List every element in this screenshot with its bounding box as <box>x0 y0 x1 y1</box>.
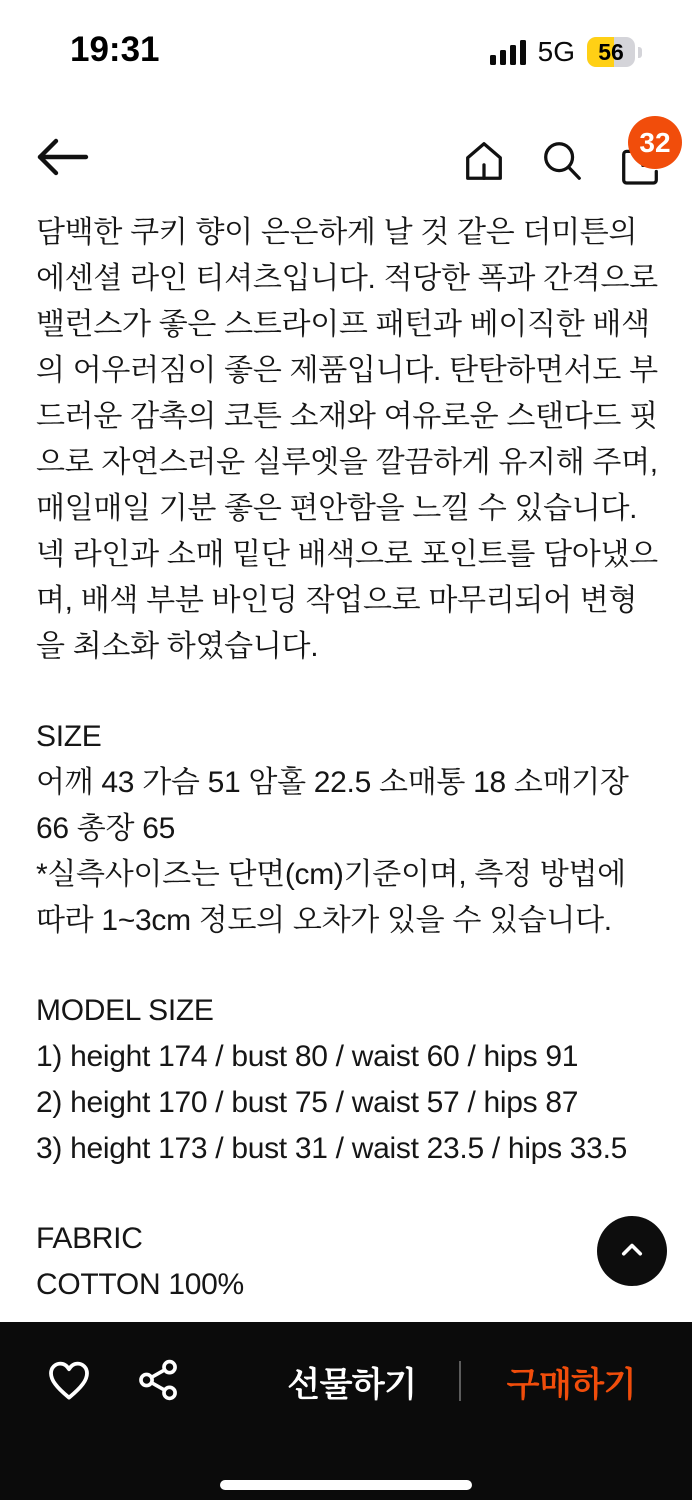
scroll-to-top-button[interactable] <box>597 1216 667 1286</box>
status-time: 19:31 <box>70 30 160 69</box>
gift-button[interactable]: 선물하기 <box>287 1357 416 1406</box>
product-detail-content <box>36 210 658 1398</box>
model-size-row: 2) height 170 / bust 75 / waist 57 / hips 87 <box>36 1086 579 1119</box>
fabric-composition: COTTON 100% <box>36 1268 244 1301</box>
size-section <box>36 714 658 944</box>
share-icon <box>136 1357 182 1406</box>
home-indicator <box>220 1480 472 1490</box>
cart-button[interactable] <box>616 126 671 188</box>
back-arrow-icon <box>32 133 92 184</box>
chevron-up-icon <box>614 1232 650 1271</box>
home-icon <box>461 138 507 187</box>
size-measurements: 어깨 43 가슴 51 암홀 22.5 소매통 18 소매기장 66 총장 65 <box>36 766 629 845</box>
model-size-section <box>36 988 658 1172</box>
fabric-section <box>36 1216 658 1308</box>
home-button[interactable] <box>460 136 508 188</box>
favorite-button[interactable] <box>44 1356 94 1406</box>
share-button[interactable] <box>134 1356 184 1406</box>
size-note: *실측사이즈는 단면(cm)기준이며, 측정 방법에 따라 1~3cm 정도의 오차가 있을 수 있습니다. <box>36 858 626 937</box>
buy-button[interactable]: 구매하기 <box>507 1357 636 1406</box>
search-button[interactable] <box>538 136 586 188</box>
nav-actions <box>460 126 671 188</box>
heart-icon <box>45 1356 93 1407</box>
status-indicators <box>490 36 642 68</box>
battery-icon <box>587 37 635 67</box>
size-section-title: SIZE <box>36 720 102 753</box>
status-bar <box>0 0 692 96</box>
nav-bar <box>0 110 692 202</box>
cart-badge: 32 <box>628 116 682 169</box>
product-description: 담백한 쿠키 향이 은은하게 날 것 같은 더미튼의 에센셜 라인 티셔츠입니다. 적당한 폭과 간격으로 밸런스가 좋은 스트라이프 패턴과 베이직한 배색의 어우러짐이 좋은 제품입니다. 탄탄하면서도 부드러운 감촉의 코튼 소재와 여유로운 스탠다드 핏으로 자연스러운 실루엣을 깔끔하게 유지해 주며, 매일매일 기분 좋은 편안함을 느낄 수 있습니다. 넥 라인과 소매 밑단 배색으로 포인트를 담아냈으며, 배색 부분 바인딩 작업으로 마무리되어 변형을 최소화 하였습니다. <box>36 216 658 663</box>
model-size-row: 3) height 173 / bust 31 / waist 23.5 / hips 33.5 <box>36 1132 627 1165</box>
network-type-label: 5G <box>537 36 575 67</box>
search-icon <box>539 138 585 187</box>
battery-percent: 56 <box>598 38 624 65</box>
battery-cap <box>638 47 642 58</box>
bottom-bar-divider <box>459 1361 461 1401</box>
bottom-action-bar <box>0 1322 692 1500</box>
cellular-signal-icon <box>490 39 526 65</box>
model-size-row: 1) height 174 / bust 80 / waist 60 / hips 91 <box>36 1040 579 1073</box>
fabric-title: FABRIC <box>36 1222 143 1255</box>
model-size-title: MODEL SIZE <box>36 994 214 1027</box>
back-button[interactable] <box>30 128 94 188</box>
